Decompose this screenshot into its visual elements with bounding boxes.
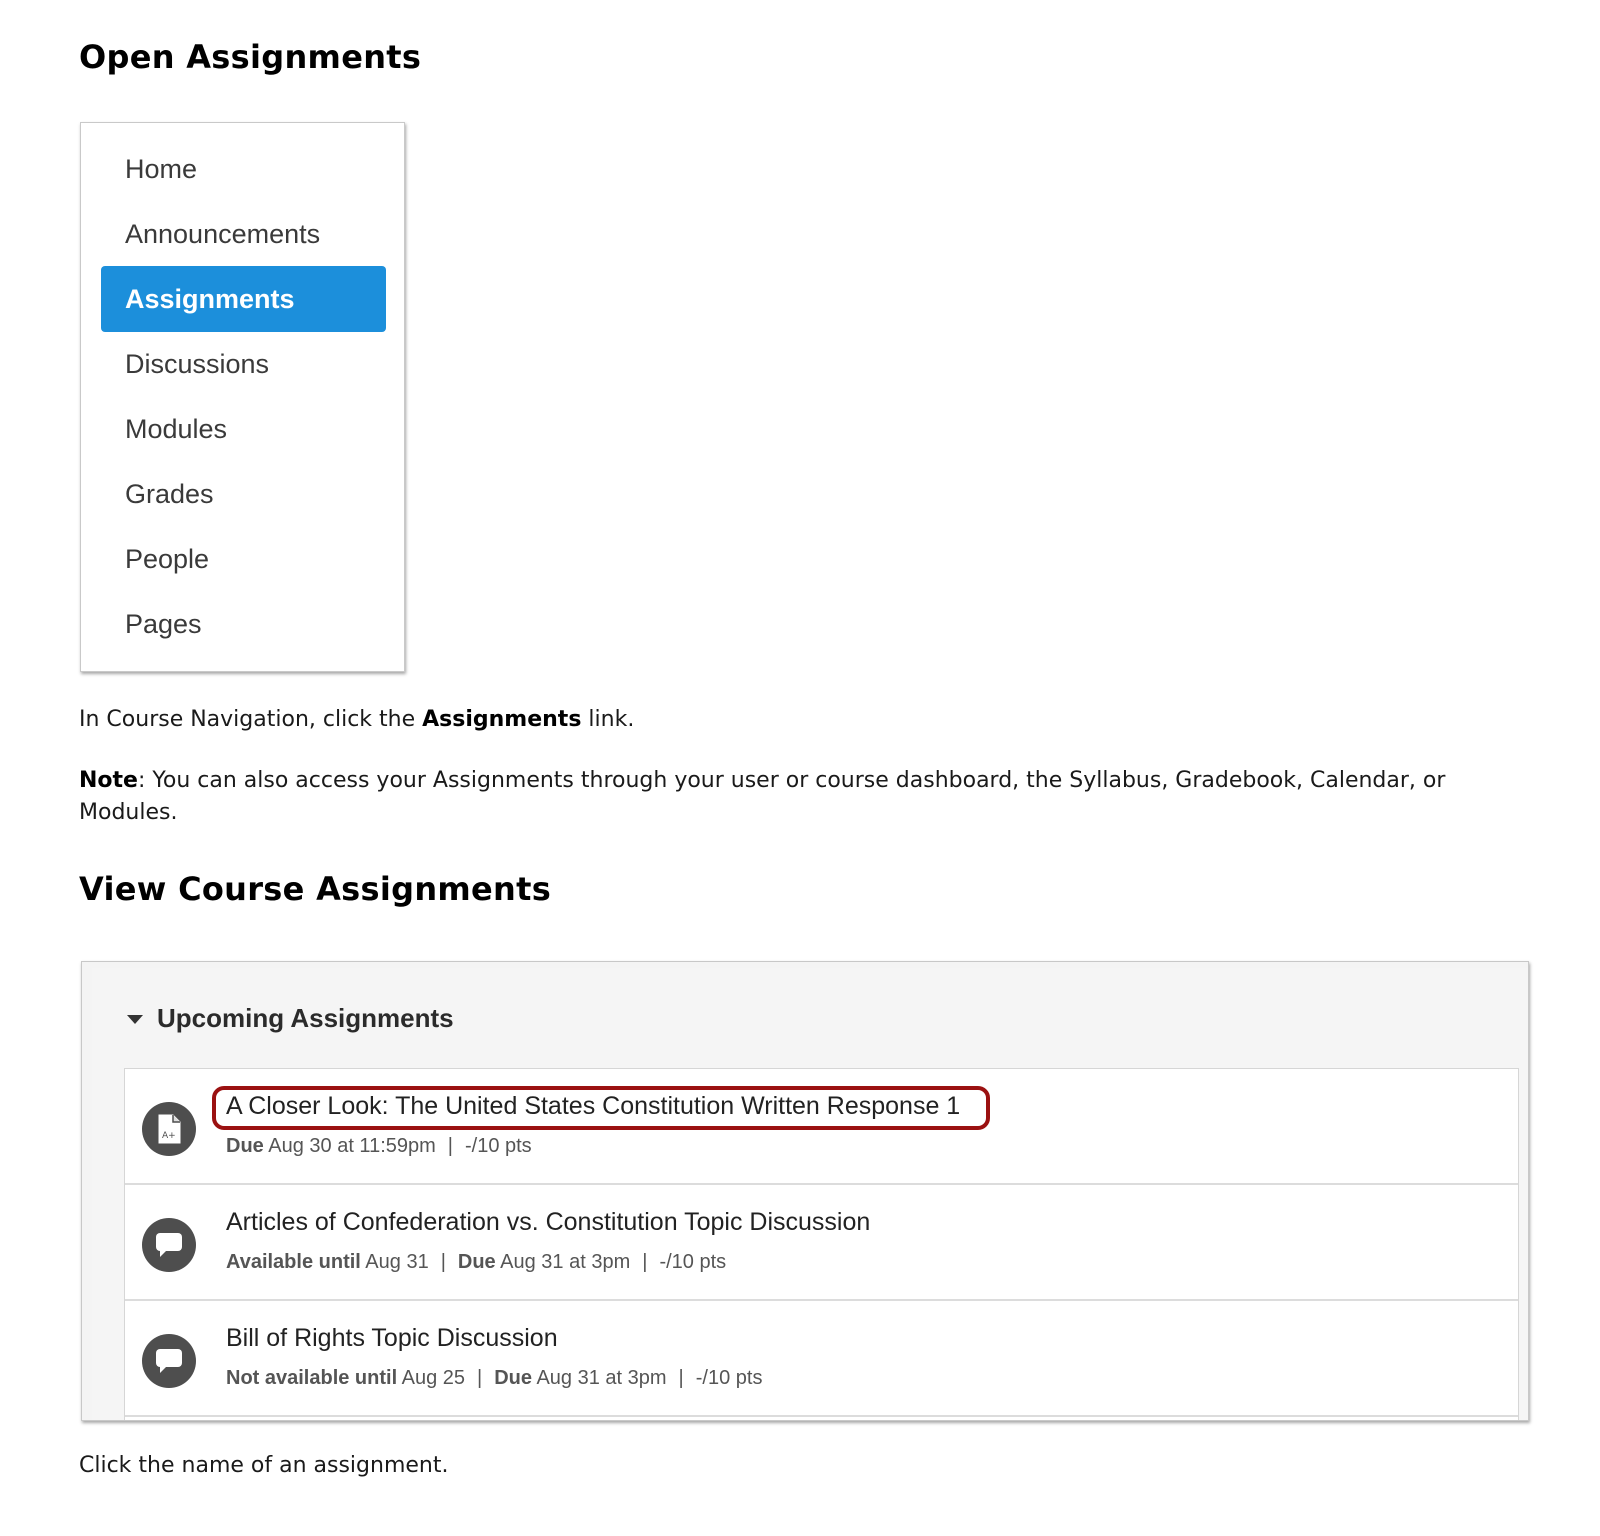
assignment-meta xyxy=(226,1367,762,1390)
meta-value: Aug 31 at 3pm xyxy=(536,1367,667,1389)
assignment-meta xyxy=(226,1135,532,1158)
instruction-text-end: link. xyxy=(581,707,635,732)
caret-down-icon xyxy=(127,1015,143,1024)
note-text: : You can also access your Assignments through your user or course dashboard, the Syllabus, Gradebook, Calendar, or Modules. xyxy=(79,768,1446,825)
nav-item-assignments[interactable]: Assignments xyxy=(101,266,386,332)
heading-view-course-assignments: View Course Assignments xyxy=(79,870,552,908)
nav-item-modules[interactable]: Modules xyxy=(125,414,228,444)
meta-value: -/10 pts xyxy=(464,1135,532,1157)
meta-label: Due xyxy=(226,1135,264,1157)
heading-open-assignments: Open Assignments xyxy=(79,38,422,76)
assignment-title-link[interactable]: Articles of Confederation vs. Constitution Topic Discussion xyxy=(226,1208,871,1236)
meta-value: -/10 pts xyxy=(695,1367,763,1389)
meta-value: Aug 31 xyxy=(365,1251,429,1273)
nav-item-pages[interactable]: Pages xyxy=(125,609,202,639)
meta-value: Aug 30 at 11:59pm xyxy=(268,1135,436,1157)
meta-separator: | xyxy=(477,1367,483,1389)
group-title: Upcoming Assignments xyxy=(157,1002,454,1033)
assignments-panel xyxy=(92,968,1528,1420)
discussion-icon xyxy=(142,1218,196,1272)
nav-item-people[interactable]: People xyxy=(125,544,210,574)
meta-label: Not available until xyxy=(226,1367,398,1389)
discussion-icon xyxy=(142,1334,196,1388)
assignment-row xyxy=(125,1301,1518,1417)
meta-separator: | xyxy=(642,1251,648,1273)
assignment-list xyxy=(124,1068,1519,1421)
meta-value: -/10 pts xyxy=(659,1251,727,1273)
nav-item-announcements[interactable]: Announcements xyxy=(125,219,321,249)
assignment-row xyxy=(125,1185,1518,1301)
meta-separator: | xyxy=(678,1367,684,1389)
instruction-bold: Assignments xyxy=(422,707,582,732)
upcoming-assignments-toggle[interactable] xyxy=(127,998,454,1038)
instruction-text: In Course Navigation, click the xyxy=(79,707,423,732)
note-paragraph xyxy=(79,765,1519,829)
meta-label: Due xyxy=(494,1367,532,1389)
nav-item-discussions[interactable]: Discussions xyxy=(125,349,270,379)
assignment-title-link[interactable]: A Closer Look: The United States Constitution Written Response 1 xyxy=(226,1092,961,1120)
instruction-click-assignment: Click the name of an assignment. xyxy=(79,1453,449,1478)
assignment-meta xyxy=(226,1251,726,1274)
meta-label: Available until xyxy=(226,1251,361,1273)
note-label: Note xyxy=(79,768,138,793)
course-navigation-screenshot xyxy=(80,122,405,672)
assignment-row xyxy=(125,1069,1518,1185)
assignments-list-screenshot xyxy=(81,961,1529,1421)
meta-value: Aug 25 xyxy=(401,1367,465,1389)
meta-label: Due xyxy=(457,1251,496,1273)
assignment-title-link[interactable]: Bill of Rights Topic Discussion xyxy=(226,1324,558,1352)
nav-item-home[interactable]: Home xyxy=(125,154,198,184)
svg-text:A+: A+ xyxy=(162,1131,176,1141)
meta-value: Aug 31 at 3pm xyxy=(500,1251,631,1273)
meta-separator: | xyxy=(447,1135,453,1157)
assignment-icon xyxy=(142,1102,196,1156)
meta-separator: | xyxy=(440,1251,446,1273)
instruction-open-assignments xyxy=(79,704,634,736)
nav-item-grades[interactable]: Grades xyxy=(125,479,214,509)
